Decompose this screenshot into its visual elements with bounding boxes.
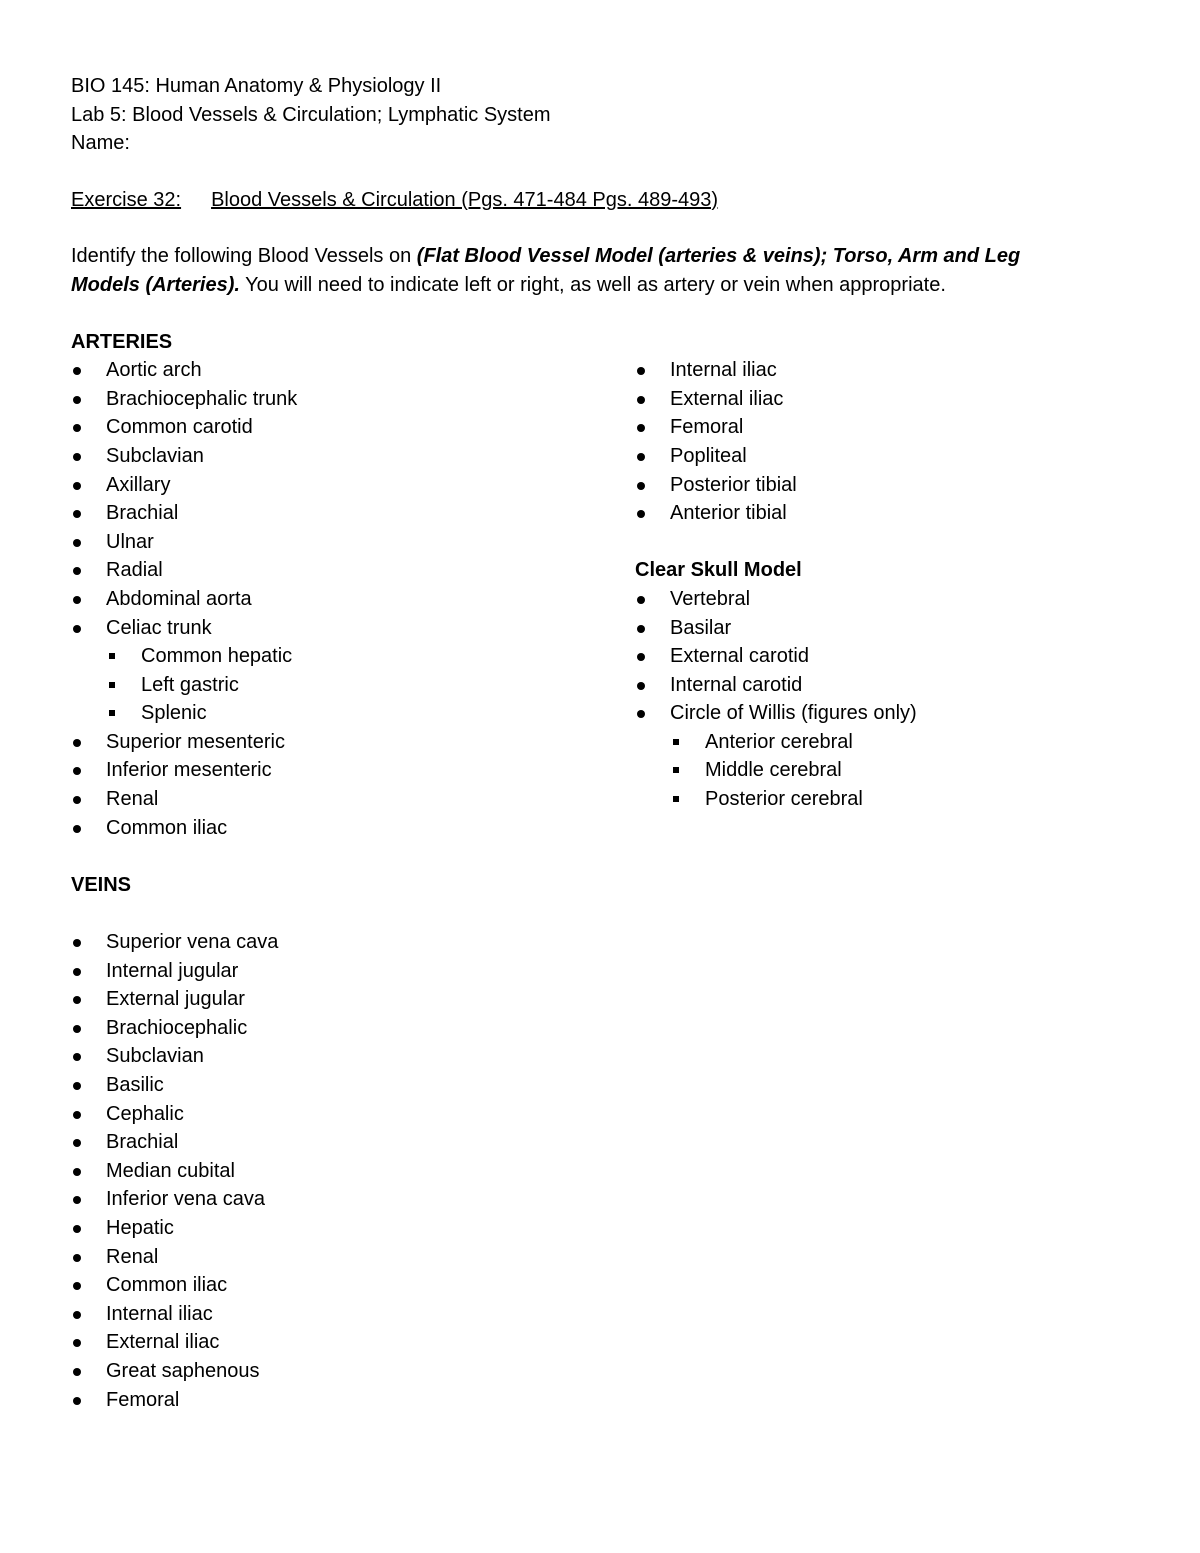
list-item: Radial [71, 556, 611, 585]
sub-list-item: Splenic [71, 699, 611, 728]
name-label: Name: [71, 132, 130, 155]
list-item: Brachial [71, 1128, 611, 1157]
list-item: Brachiocephalic trunk [71, 385, 611, 414]
list-item: Median cubital [71, 1157, 611, 1186]
skull-model-list [635, 585, 1115, 814]
list-item: Inferior mesenteric [71, 756, 611, 785]
list-item: Basilic [71, 1071, 611, 1100]
exercise-number: Exercise 32: [71, 188, 182, 211]
veins-heading: VEINS [71, 873, 132, 896]
document-page [71, 72, 1131, 1428]
list-item: Brachiocephalic [71, 1014, 611, 1043]
arteries-list [71, 356, 611, 842]
arteries-heading: ARTERIES [71, 330, 173, 353]
sub-list-item: Left gastric [71, 671, 611, 700]
list-item: External iliac [71, 1328, 611, 1357]
sub-list-item: Common hepatic [71, 642, 611, 671]
instructions [71, 242, 1071, 299]
left-column [71, 328, 611, 1415]
list-item: Femoral [635, 413, 1115, 442]
list-item: Posterior tibial [635, 471, 1115, 500]
course-title: BIO 145: Human Anatomy & Physiology II [71, 75, 442, 97]
list-item: Superior vena cava [71, 928, 611, 957]
list-item: External jugular [71, 985, 611, 1014]
list-item: Internal carotid [635, 671, 1115, 700]
list-item: Common iliac [71, 1271, 611, 1300]
veins-list [71, 928, 611, 1414]
list-item: Basilar [635, 614, 1115, 643]
list-item: Renal [71, 785, 611, 814]
skull-model-heading: Clear Skull Model [635, 559, 802, 582]
list-item: External carotid [635, 642, 1115, 671]
list-item: Internal iliac [635, 356, 1115, 385]
list-item: Brachial [71, 499, 611, 528]
list-item: Great saphenous [71, 1357, 611, 1386]
list-item: Hepatic [71, 1214, 611, 1243]
list-item: External iliac [635, 385, 1115, 414]
list-item: Common carotid [71, 413, 611, 442]
sub-list-item: Anterior cerebral [635, 728, 1115, 757]
sub-list-item: Posterior cerebral [635, 785, 1115, 814]
list-item: Circle of Willis (figures only) [635, 699, 1115, 728]
list-item: Abdominal aorta [71, 585, 611, 614]
list-item: Cephalic [71, 1100, 611, 1129]
instructions-tail: You will need to indicate left or right, as well as artery or vein when appropriate. [239, 273, 946, 296]
list-item: Common iliac [71, 814, 611, 843]
right-column [635, 328, 1115, 814]
lab-title: Lab 5: Blood Vessels & Circulation; Lymphatic System [71, 103, 551, 126]
list-item: Femoral [71, 1386, 611, 1415]
vessel-lists [71, 328, 1131, 1428]
exercise-title: Blood Vessels & Circulation (Pgs. 471-484 Pgs. 489-493) [211, 188, 719, 211]
list-item: Internal iliac [71, 1300, 611, 1329]
list-item: Axillary [71, 471, 611, 500]
instructions-lead: Identify the following Blood Vessels on [71, 245, 417, 268]
list-item: Superior mesenteric [71, 728, 611, 757]
instructions-models: (Flat Blood Vessel Model (arteries & veins); Torso, Arm and Leg Models (Arteries). [71, 245, 1021, 296]
list-item: Subclavian [71, 442, 611, 471]
list-item: Subclavian [71, 1042, 611, 1071]
list-item: Internal jugular [71, 957, 611, 986]
list-item: Renal [71, 1243, 611, 1272]
exercise-heading [71, 186, 1131, 215]
list-item: Vertebral [635, 585, 1115, 614]
list-item: Anterior tibial [635, 499, 1115, 528]
list-item: Popliteal [635, 442, 1115, 471]
list-item: Inferior vena cava [71, 1185, 611, 1214]
list-item: Aortic arch [71, 356, 611, 385]
sub-list-item: Middle cerebral [635, 756, 1115, 785]
list-item: Ulnar [71, 528, 611, 557]
arteries-continued-list [635, 356, 1115, 528]
list-item: Celiac trunk [71, 614, 611, 643]
